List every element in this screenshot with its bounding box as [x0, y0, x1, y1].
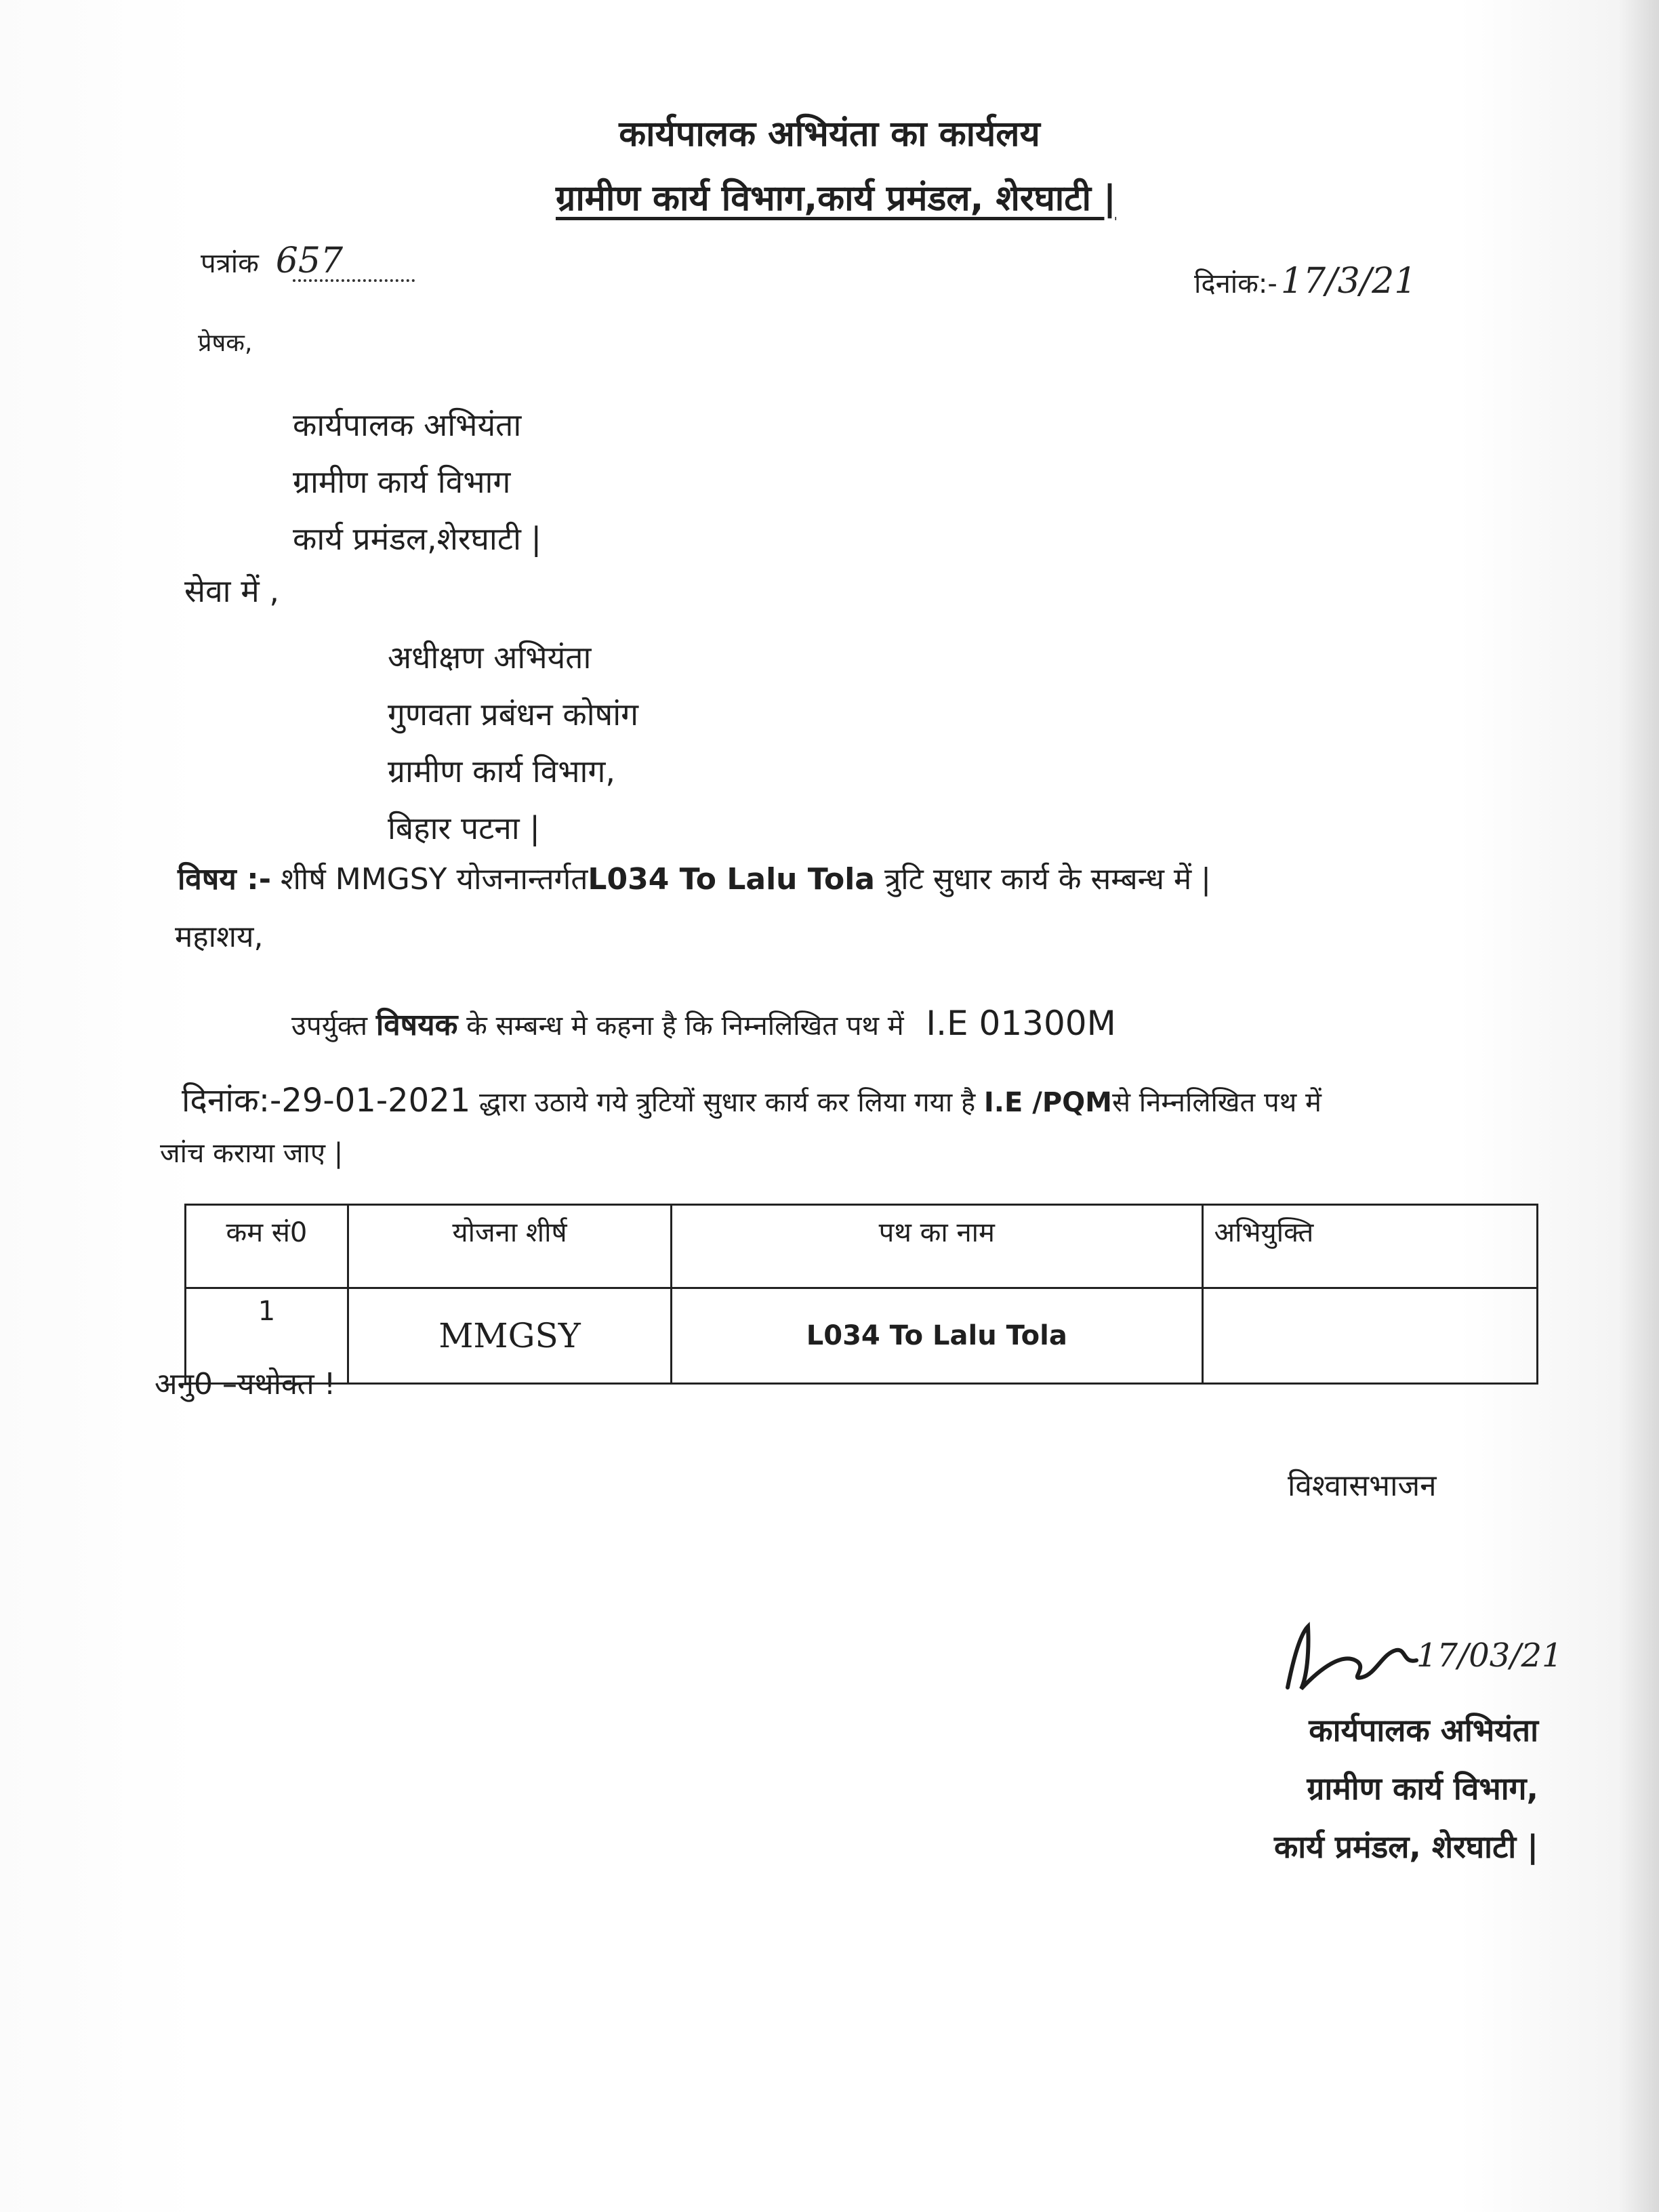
letter-number [201, 241, 343, 281]
table-cell: 1 [186, 1288, 348, 1384]
office-department: ग्रामीण कार्य विभाग,कार्य प्रमंडल, शेरघाटी | [556, 178, 1117, 219]
subject-text-end: त्रुटि सुधार कार्य के सम्बन्ध में | [884, 862, 1211, 897]
recipient-line: ग्रामीण कार्य विभाग, [388, 753, 615, 790]
sender-label: प्रेषक, [198, 329, 253, 357]
table-row [186, 1288, 1538, 1384]
recipient-line: बिहार पटना | [388, 810, 540, 846]
page-edge-shadow [1618, 0, 1659, 2212]
subject-line [178, 857, 1211, 898]
signatory-block [1213, 1701, 1538, 1876]
recipient-line: गुणवता प्रबंधन कोषांग [388, 696, 639, 733]
body-line-2 [182, 1078, 1322, 1122]
letter-number-value: 657 [275, 241, 344, 281]
letter-number-label: पत्रांक [201, 248, 259, 279]
signature-stroke [1288, 1626, 1416, 1689]
recipient-line: अधीक्षण अभियंता [388, 639, 592, 676]
road-table [184, 1204, 1538, 1385]
letter-number-dots [293, 279, 415, 282]
sender-line: कार्यपालक अभियंता [293, 407, 522, 443]
table-header-row [186, 1205, 1538, 1288]
table-cell: L034 To Lalu Tola [672, 1288, 1202, 1384]
office-title: कार्यपालक अभियंता का कार्यलय [619, 114, 1040, 155]
body-text: से निम्नलिखित पथ में [1111, 1087, 1322, 1118]
signature-date: 17/03/21 [1416, 1637, 1563, 1675]
body-text: उपर्युक्त [291, 1010, 368, 1042]
body-line-1 [291, 1003, 1116, 1044]
body-text-bold: विषयक [375, 1008, 458, 1042]
letter-date-value: 17/3/21 [1280, 261, 1417, 302]
sender-line: कार्य प्रमंडल,शेरघाटी | [293, 520, 542, 557]
table-header-cell: अभियुक्ति [1202, 1205, 1537, 1288]
ie-pqm: I.E /PQM [983, 1087, 1112, 1118]
table-header-cell: कम सं0 [186, 1205, 348, 1288]
sender-address [293, 396, 541, 567]
table-cell [1202, 1288, 1537, 1384]
table-cell: MMGSY [348, 1288, 671, 1384]
letter-date [1194, 261, 1416, 302]
dotted-leader-left [262, 248, 272, 279]
subject-label: विषय :- [178, 862, 271, 897]
ie-reference: I.E 01300M [926, 1004, 1116, 1043]
subject-road: L034 To Lalu Tola [588, 862, 875, 897]
salutation: महाशय, [175, 920, 264, 954]
inspection-date: दिनांक:-29-01-2021 [182, 1082, 471, 1120]
table-header-cell: पथ का नाम [672, 1205, 1202, 1288]
sender-line: ग्रामीण कार्य विभाग [293, 464, 511, 500]
body-text: द्धारा उठाये गये त्रुटियों सुधार कार्य कर लिया गया है [479, 1087, 976, 1118]
body-line-3: जांच कराया जाए | [160, 1138, 344, 1169]
subject-text: शीर्ष MMGSY योजनान्तर्गत [281, 862, 588, 897]
closing: विश्वासभाजन [1288, 1469, 1437, 1503]
signatory-line: ग्रामीण कार्य विभाग, [1307, 1770, 1538, 1807]
signatory-line: कार्य प्रमंडल, शेरघाटी | [1273, 1828, 1538, 1865]
recipient-label: सेवा में , [184, 573, 279, 609]
body-text: के सम्बन्ध मे कहना है कि निम्नलिखित पथ में [466, 1010, 904, 1042]
signatory-line: कार्यपालक अभियंता [1309, 1712, 1538, 1748]
table-header-cell: योजना शीर्ष [348, 1205, 671, 1288]
enclosure: अनु0 –यथोक्त ! [155, 1367, 336, 1401]
recipient-address [388, 629, 638, 857]
letter-date-label: दिनांक:- [1194, 268, 1277, 300]
